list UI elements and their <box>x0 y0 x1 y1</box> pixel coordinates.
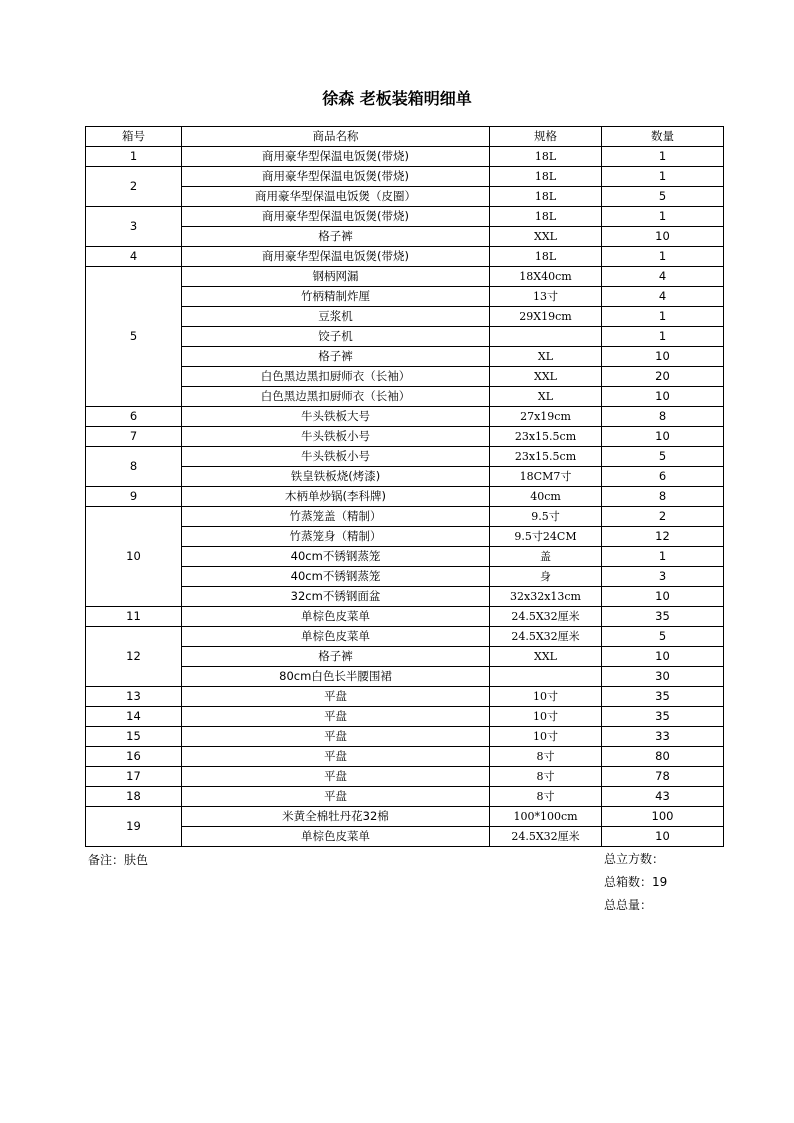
spec-cell: XXL <box>490 647 602 667</box>
spec-cell: 8寸 <box>490 747 602 767</box>
box-number-cell: 10 <box>86 507 182 607</box>
quantity-cell: 80 <box>602 747 724 767</box>
table-row <box>86 567 724 587</box>
product-name-cell: 竹蒸笼身（精制） <box>182 527 490 547</box>
box-number-cell: 7 <box>86 427 182 447</box>
product-name-cell: 格子裤 <box>182 647 490 667</box>
table-row <box>86 247 724 267</box>
table-row <box>86 467 724 487</box>
spec-cell: 23x15.5cm <box>490 427 602 447</box>
table-row <box>86 647 724 667</box>
spec-cell: 40cm <box>490 487 602 507</box>
product-name-cell: 平盘 <box>182 767 490 787</box>
box-number-cell: 9 <box>86 487 182 507</box>
product-name-cell: 40cm不锈钢蒸笼 <box>182 567 490 587</box>
product-name-cell: 铁皇铁板烧(烤漆) <box>182 467 490 487</box>
table-row <box>86 367 724 387</box>
product-name-cell: 牛头铁板小号 <box>182 427 490 447</box>
product-name-cell: 单棕色皮菜单 <box>182 607 490 627</box>
header-quantity: 数量 <box>602 127 724 147</box>
quantity-cell: 30 <box>602 667 724 687</box>
spec-cell: 8寸 <box>490 767 602 787</box>
quantity-cell: 20 <box>602 367 724 387</box>
packing-list-table <box>85 126 724 847</box>
quantity-cell: 10 <box>602 227 724 247</box>
quantity-cell: 43 <box>602 787 724 807</box>
total-volume: 总立方数： <box>604 852 665 866</box>
spec-cell: 27x19cm <box>490 407 602 427</box>
quantity-cell: 33 <box>602 727 724 747</box>
table-row <box>86 787 724 807</box>
table-row <box>86 387 724 407</box>
box-number-cell: 1 <box>86 147 182 167</box>
product-name-cell: 豆浆机 <box>182 307 490 327</box>
spec-cell: 29X19cm <box>490 307 602 327</box>
box-number-cell: 15 <box>86 727 182 747</box>
quantity-cell: 3 <box>602 567 724 587</box>
table-row <box>86 747 724 767</box>
box-number-cell: 11 <box>86 607 182 627</box>
table-row <box>86 207 724 227</box>
spec-cell: XXL <box>490 227 602 247</box>
box-number-cell: 8 <box>86 447 182 487</box>
totals-block <box>604 848 667 917</box>
quantity-cell: 10 <box>602 387 724 407</box>
box-number-cell: 13 <box>86 687 182 707</box>
table-row <box>86 667 724 687</box>
product-name-cell: 格子裤 <box>182 227 490 247</box>
spec-cell: 13寸 <box>490 287 602 307</box>
spec-cell: 24.5X32厘米 <box>490 827 602 847</box>
spec-cell <box>490 667 602 687</box>
quantity-cell: 35 <box>602 687 724 707</box>
quantity-cell: 1 <box>602 307 724 327</box>
table-row <box>86 767 724 787</box>
spec-cell: 18L <box>490 167 602 187</box>
product-name-cell: 米黄全棉牡丹花32棉 <box>182 807 490 827</box>
table-row <box>86 487 724 507</box>
table-body <box>86 147 724 847</box>
spec-cell: XXL <box>490 367 602 387</box>
spec-cell: 9.5寸24CM <box>490 527 602 547</box>
box-number-cell: 12 <box>86 627 182 687</box>
spec-cell: 身 <box>490 567 602 587</box>
product-name-cell: 平盘 <box>182 747 490 767</box>
quantity-cell: 1 <box>602 247 724 267</box>
table-row <box>86 267 724 287</box>
spec-cell: 10寸 <box>490 687 602 707</box>
quantity-cell: 8 <box>602 407 724 427</box>
quantity-cell: 5 <box>602 187 724 207</box>
table-row <box>86 827 724 847</box>
table-row <box>86 287 724 307</box>
spec-cell: 10寸 <box>490 727 602 747</box>
box-number-cell: 16 <box>86 747 182 767</box>
quantity-cell: 1 <box>602 207 724 227</box>
table-row <box>86 227 724 247</box>
product-name-cell: 平盘 <box>182 787 490 807</box>
product-name-cell: 牛头铁板小号 <box>182 447 490 467</box>
product-name-cell: 平盘 <box>182 707 490 727</box>
quantity-cell: 1 <box>602 547 724 567</box>
spec-cell: 盖 <box>490 547 602 567</box>
product-name-cell: 商用豪华型保温电饭煲(带烧) <box>182 207 490 227</box>
product-name-cell: 商用豪华型保温电饭煲（皮圈） <box>182 187 490 207</box>
quantity-cell: 100 <box>602 807 724 827</box>
table-row <box>86 707 724 727</box>
spec-cell: 10寸 <box>490 707 602 727</box>
product-name-cell: 80cm白色长半腰围裙 <box>182 667 490 687</box>
spec-cell: 23x15.5cm <box>490 447 602 467</box>
spec-cell: 9.5寸 <box>490 507 602 527</box>
product-name-cell: 牛头铁板大号 <box>182 407 490 427</box>
box-number-cell: 19 <box>86 807 182 847</box>
quantity-cell: 4 <box>602 267 724 287</box>
table-row <box>86 447 724 467</box>
spec-cell: 8寸 <box>490 787 602 807</box>
product-name-cell: 平盘 <box>182 687 490 707</box>
remark-note: 备注：肤色 <box>88 853 149 867</box>
box-number-cell: 17 <box>86 767 182 787</box>
table-row <box>86 187 724 207</box>
table-row <box>86 727 724 747</box>
quantity-cell: 12 <box>602 527 724 547</box>
quantity-cell: 2 <box>602 507 724 527</box>
product-name-cell: 40cm不锈钢蒸笼 <box>182 547 490 567</box>
table-row <box>86 407 724 427</box>
table-row <box>86 807 724 827</box>
spec-cell: 18L <box>490 187 602 207</box>
header-product-name: 商品名称 <box>182 127 490 147</box>
total-boxes: 总箱数：19 <box>604 875 668 889</box>
table-row <box>86 507 724 527</box>
quantity-cell: 8 <box>602 487 724 507</box>
spec-cell: 32x32x13cm <box>490 587 602 607</box>
page-title: 徐森 老板装箱明细单 <box>322 89 472 108</box>
table-header-row <box>86 127 724 147</box>
quantity-cell: 35 <box>602 707 724 727</box>
box-number-cell: 14 <box>86 707 182 727</box>
box-number-cell: 4 <box>86 247 182 267</box>
box-number-cell: 3 <box>86 207 182 247</box>
quantity-cell: 10 <box>602 347 724 367</box>
table-row <box>86 687 724 707</box>
table-row <box>86 327 724 347</box>
spec-cell: 100*100cm <box>490 807 602 827</box>
quantity-cell: 10 <box>602 827 724 847</box>
spec-cell: XL <box>490 347 602 367</box>
product-name-cell: 白色黑边黑扣厨师衣（长袖） <box>182 387 490 407</box>
spec-cell: 18L <box>490 247 602 267</box>
product-name-cell: 钢柄网漏 <box>182 267 490 287</box>
table-row <box>86 147 724 167</box>
table-row <box>86 307 724 327</box>
spec-cell: 18L <box>490 207 602 227</box>
quantity-cell: 10 <box>602 647 724 667</box>
spec-cell: 18L <box>490 147 602 167</box>
product-name-cell: 平盘 <box>182 727 490 747</box>
product-name-cell: 商用豪华型保温电饭煲(带烧) <box>182 247 490 267</box>
table-row <box>86 627 724 647</box>
quantity-cell: 5 <box>602 447 724 467</box>
table-row <box>86 527 724 547</box>
product-name-cell: 单棕色皮菜单 <box>182 827 490 847</box>
product-name-cell: 格子裤 <box>182 347 490 367</box>
quantity-cell: 4 <box>602 287 724 307</box>
table-row <box>86 607 724 627</box>
box-number-cell: 6 <box>86 407 182 427</box>
product-name-cell: 单棕色皮菜单 <box>182 627 490 647</box>
table-row <box>86 427 724 447</box>
spec-cell <box>490 327 602 347</box>
product-name-cell: 商用豪华型保温电饭煲(带烧) <box>182 147 490 167</box>
product-name-cell: 商用豪华型保温电饭煲(带烧) <box>182 167 490 187</box>
header-box-number: 箱号 <box>86 127 182 147</box>
quantity-cell: 10 <box>602 587 724 607</box>
product-name-cell: 竹蒸笼盖（精制） <box>182 507 490 527</box>
quantity-cell: 5 <box>602 627 724 647</box>
spec-cell: 18CM7寸 <box>490 467 602 487</box>
spec-cell: XL <box>490 387 602 407</box>
quantity-cell: 6 <box>602 467 724 487</box>
spec-cell: 24.5X32厘米 <box>490 627 602 647</box>
product-name-cell: 木柄单炒锅(李科牌) <box>182 487 490 507</box>
product-name-cell: 白色黑边黑扣厨师衣（长袖） <box>182 367 490 387</box>
box-number-cell: 18 <box>86 787 182 807</box>
quantity-cell: 1 <box>602 327 724 347</box>
box-number-cell: 2 <box>86 167 182 207</box>
quantity-cell: 78 <box>602 767 724 787</box>
table-row <box>86 347 724 367</box>
quantity-cell: 1 <box>602 167 724 187</box>
quantity-cell: 35 <box>602 607 724 627</box>
product-name-cell: 32cm不锈钢面盆 <box>182 587 490 607</box>
product-name-cell: 饺子机 <box>182 327 490 347</box>
table-row <box>86 547 724 567</box>
spec-cell: 18X40cm <box>490 267 602 287</box>
quantity-cell: 10 <box>602 427 724 447</box>
quantity-cell: 1 <box>602 147 724 167</box>
total-weight: 总总量： <box>604 898 653 912</box>
product-name-cell: 竹柄精制炸厘 <box>182 287 490 307</box>
spec-cell: 24.5X32厘米 <box>490 607 602 627</box>
table-row <box>86 587 724 607</box>
box-number-cell: 5 <box>86 267 182 407</box>
header-spec: 规格 <box>490 127 602 147</box>
table-row <box>86 167 724 187</box>
